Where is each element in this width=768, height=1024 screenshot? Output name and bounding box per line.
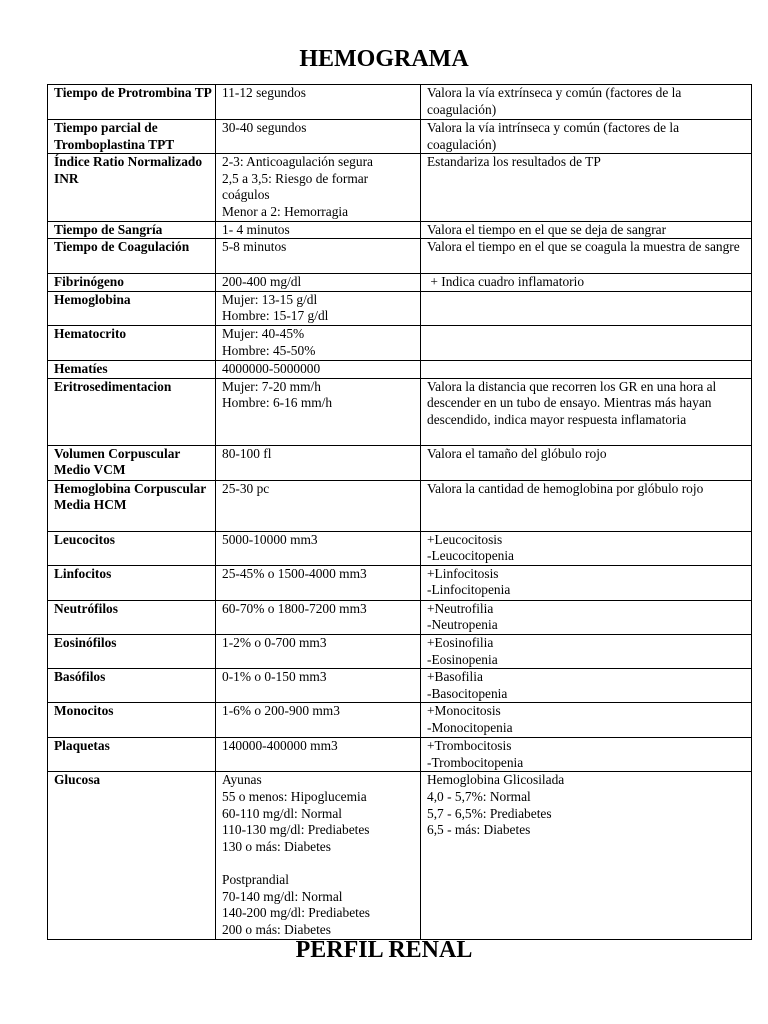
reference-range-cell [216, 378, 421, 445]
test-name: Linfocitos [54, 565, 112, 581]
reference-range-line: 80-100 fl [222, 445, 272, 461]
test-name-cell [48, 85, 216, 120]
notes-cell [421, 600, 752, 634]
notes-cell [421, 531, 752, 565]
reference-range-line: 25-30 pc [222, 480, 270, 496]
table-row [48, 221, 752, 239]
table-row [48, 378, 752, 445]
reference-range-cell [216, 565, 421, 600]
page-title: HEMOGRAMA [299, 46, 469, 72]
reference-range-line: 2-3: Anticoagulación segura [222, 154, 373, 170]
notes-line: Valora el tiempo en el que se deja de sangrar [427, 221, 667, 237]
notes-cell [421, 480, 752, 531]
reference-range-cell [216, 480, 421, 531]
notes-line: Valora el tamaño del glóbulo rojo [427, 445, 607, 461]
notes-cell [421, 445, 752, 480]
reference-range-line: Mujer: 40-45% [222, 325, 305, 341]
notes-line: +Linfocitosis [427, 565, 499, 581]
test-name: Tiempo parcial de Tromboplastina TPT [54, 120, 175, 152]
notes-line: Hemoglobina Glicosilada [427, 772, 565, 788]
test-name: Hemoglobina Corpuscular Media HCM [54, 480, 206, 513]
reference-range-line: Hombre: 15-17 g/dl [222, 308, 329, 324]
notes-line: Valora la vía extrínseca y común (factores de la coagulación) [427, 85, 685, 117]
test-name: Índice Ratio Normalizado INR [54, 154, 203, 186]
reference-range-cell [216, 85, 421, 120]
reference-range-line: 2,5 a 3,5: Riesgo de formar coágulos [222, 170, 369, 203]
table-row [48, 85, 752, 120]
test-name: Eosinófilos [54, 634, 117, 650]
reference-range-cell [216, 221, 421, 239]
table-row [48, 291, 752, 325]
reference-range-line: Menor a 2: Hemorragia [222, 203, 349, 219]
test-name: Plaquetas [54, 738, 110, 754]
notes-line: -Eosinopenia [427, 651, 498, 667]
reference-range-cell [216, 274, 421, 292]
notes-line: 5,7 - 6,5%: Prediabetes [427, 805, 552, 821]
notes-line: 4,0 - 5,7%: Normal [427, 789, 531, 805]
test-name-cell [48, 378, 216, 445]
table-row [48, 445, 752, 480]
notes-line: Valora la vía intrínseca y común (factores de la coagulación) [427, 120, 683, 152]
hemograma-table [47, 84, 752, 940]
notes-cell [421, 85, 752, 120]
reference-range-line: 130 o más: Diabetes [222, 838, 331, 854]
test-name-cell [48, 274, 216, 292]
test-name-cell [48, 531, 216, 565]
section-title-perfil-renal: PERFIL RENAL [295, 937, 473, 963]
test-name-cell [48, 239, 216, 274]
notes-line: -Linfocitopenia [427, 582, 511, 598]
notes-line: +Monocitosis [427, 703, 501, 719]
reference-range-line: 1- 4 minutos [222, 221, 290, 237]
reference-range-line: 25-45% o 1500-4000 mm3 [222, 565, 367, 581]
test-name-cell [48, 634, 216, 668]
notes-line: -Monocitopenia [427, 719, 513, 735]
notes-line: Valora la cantidad de hemoglobina por glóbulo rojo [427, 480, 704, 496]
notes-cell [421, 634, 752, 668]
notes-line: Valora la distancia que recorren los GR en una hora al descender en un tubo de ensayo. Mientras más hayan descendido, indica mayor respuesta inflamatoria [427, 378, 720, 427]
reference-range-line: 140000-400000 mm3 [222, 738, 338, 754]
test-name-cell [48, 325, 216, 360]
test-name: Hemoglobina [54, 291, 131, 307]
reference-range-line: Mujer: 7-20 mm/h [222, 378, 321, 394]
notes-line: -Basocitopenia [427, 685, 508, 701]
notes-line: -Leucocitopenia [427, 548, 514, 564]
notes-cell [421, 738, 752, 772]
test-name-cell [48, 669, 216, 703]
test-name-cell [48, 600, 216, 634]
reference-range-cell [216, 634, 421, 668]
reference-range-line: 200 o más: Diabetes [222, 921, 331, 937]
test-name: Tiempo de Protrombina TP [54, 85, 212, 100]
reference-range-line: 30-40 segundos [222, 120, 307, 135]
notes-line: +Trombocitosis [427, 738, 512, 754]
notes-cell [421, 120, 752, 154]
notes-line: +Neutrofilia [427, 600, 494, 616]
reference-range-line: 60-110 mg/dl: Normal [222, 805, 343, 821]
reference-range-line [222, 855, 417, 872]
test-name-cell [48, 291, 216, 325]
notes-cell [421, 154, 752, 221]
reference-range-cell [216, 154, 421, 221]
reference-range-cell [216, 772, 421, 940]
reference-range-line: 140-200 mg/dl: Prediabetes [222, 905, 371, 921]
test-name: Volumen Corpuscular Medio VCM [54, 445, 181, 478]
reference-range-line: 1-6% o 200-900 mm3 [222, 703, 340, 719]
test-name-cell [48, 703, 216, 738]
reference-range-line: 200-400 mg/dl [222, 274, 302, 290]
notes-cell [421, 669, 752, 703]
reference-range-cell [216, 120, 421, 154]
test-name: Fibrinógeno [54, 274, 124, 290]
notes-line: +Leucocitosis [427, 531, 503, 547]
notes-cell [421, 360, 752, 378]
notes-line: 6,5 - más: Diabetes [427, 822, 531, 838]
notes-line: + Indica cuadro inflamatorio [427, 274, 585, 290]
table-row [48, 531, 752, 565]
reference-range-line: 55 o menos: Hipoglucemia [222, 789, 367, 805]
table-row [48, 634, 752, 668]
table-row [48, 565, 752, 600]
table-row [48, 600, 752, 634]
table-row [48, 703, 752, 738]
reference-range-line: 60-70% o 1800-7200 mm3 [222, 600, 367, 616]
notes-line: +Eosinofilia [427, 634, 494, 650]
reference-range-cell [216, 531, 421, 565]
notes-line: -Neutropenia [427, 617, 498, 633]
test-name-cell [48, 120, 216, 154]
test-name-cell [48, 480, 216, 531]
test-name-cell [48, 738, 216, 772]
notes-cell [421, 703, 752, 738]
reference-range-line: Hombre: 45-50% [222, 342, 316, 358]
notes-line: -Trombocitopenia [427, 754, 524, 770]
table-row [48, 480, 752, 531]
reference-range-cell [216, 669, 421, 703]
test-name: Tiempo de Coagulación [54, 239, 190, 255]
test-name: Eritrosedimentacion [54, 378, 172, 394]
reference-range-cell [216, 445, 421, 480]
reference-range-line: Mujer: 13-15 g/dl [222, 291, 318, 307]
table-row [48, 772, 752, 940]
notes-cell [421, 378, 752, 445]
reference-range-line: Postprandial [222, 872, 289, 888]
reference-range-line: 4000000-5000000 [222, 360, 321, 376]
test-name: Tiempo de Sangría [54, 221, 163, 237]
table-row [48, 120, 752, 154]
reference-range-line: 0-1% o 0-150 mm3 [222, 669, 327, 685]
reference-range-line: 5000-10000 mm3 [222, 531, 318, 547]
reference-range-line: 5-8 minutos [222, 239, 287, 255]
reference-range-cell [216, 738, 421, 772]
reference-range-cell [216, 291, 421, 325]
table-row [48, 325, 752, 360]
notes-cell [421, 239, 752, 274]
test-name-cell [48, 360, 216, 378]
reference-range-cell [216, 703, 421, 738]
notes-cell [421, 772, 752, 940]
test-name-cell [48, 772, 216, 940]
notes-line: Valora el tiempo en el que se coagula la muestra de sangre [427, 239, 740, 255]
reference-range-cell [216, 360, 421, 378]
notes-cell [421, 565, 752, 600]
table-row [48, 738, 752, 772]
reference-range-line: Hombre: 6-16 mm/h [222, 395, 333, 411]
reference-range-line: 11-12 segundos [222, 85, 306, 100]
table-row [48, 360, 752, 378]
reference-range-line: 1-2% o 0-700 mm3 [222, 634, 327, 650]
table-row [48, 274, 752, 292]
table-row [48, 239, 752, 274]
reference-range-cell [216, 325, 421, 360]
test-name: Neutrófilos [54, 600, 118, 616]
test-name-cell [48, 154, 216, 221]
notes-cell [421, 274, 752, 292]
test-name: Glucosa [54, 772, 101, 788]
test-name: Leucocitos [54, 531, 115, 547]
notes-cell [421, 325, 752, 360]
notes-cell [421, 291, 752, 325]
reference-range-line: 110-130 mg/dl: Prediabetes [222, 822, 370, 838]
reference-range-line: Ayunas [222, 772, 262, 788]
notes-line: +Basofilia [427, 669, 483, 685]
reference-range-line: 70-140 mg/dl: Normal [222, 888, 343, 904]
table-row [48, 154, 752, 221]
notes-cell [421, 221, 752, 239]
notes-line: Estandariza los resultados de TP [427, 154, 601, 170]
test-name: Hematíes [54, 360, 108, 376]
test-name: Hematocrito [54, 325, 127, 341]
reference-range-cell [216, 239, 421, 274]
test-name-cell [48, 221, 216, 239]
test-name: Basófilos [54, 669, 106, 685]
test-name-cell [48, 445, 216, 480]
reference-range-cell [216, 600, 421, 634]
table-row [48, 669, 752, 703]
test-name-cell [48, 565, 216, 600]
test-name: Monocitos [54, 703, 114, 719]
